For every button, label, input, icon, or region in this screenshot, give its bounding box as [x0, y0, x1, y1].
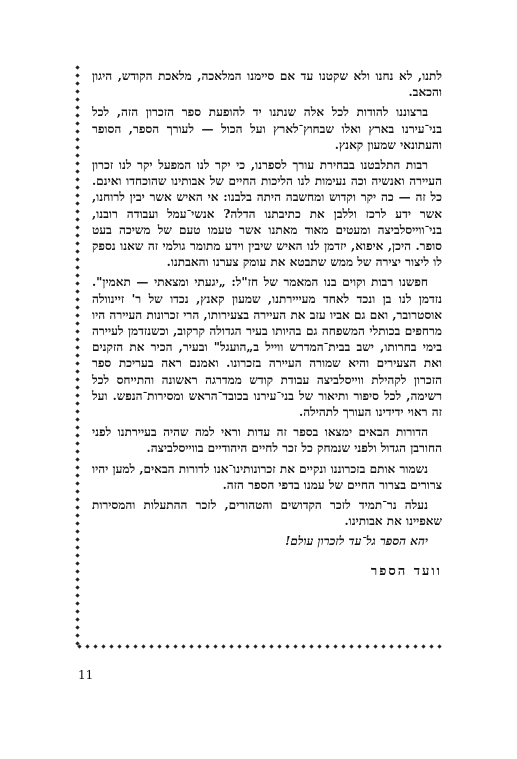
border-dot: [76, 210, 80, 214]
border-dot: [142, 645, 146, 649]
border-dot: [76, 410, 80, 414]
border-dot: [76, 194, 80, 198]
border-dot: [76, 458, 80, 462]
border-dot: [76, 290, 80, 294]
body-text: [92, 68, 442, 584]
border-dot: [358, 645, 362, 649]
border-dot: [76, 522, 80, 526]
border-dot: [398, 645, 402, 649]
border-dot: [76, 250, 80, 254]
border-dot: [76, 338, 80, 342]
paragraph-1: לתנו, לא נחנו ולא שקטנו עד אם סיימנו המלאכה, מלאכת הקודש, היגון והכאב.: [92, 69, 442, 100]
border-dot: [390, 645, 394, 649]
border-dot: [76, 578, 80, 582]
border-dot: [76, 178, 80, 182]
border-dot: [76, 298, 80, 302]
border-dot: [382, 645, 386, 649]
border-dot: [76, 506, 80, 510]
border-dot: [76, 426, 80, 430]
border-dot: [76, 114, 80, 118]
border-dot: [76, 602, 80, 606]
border-dot: [76, 98, 80, 102]
border-dot: [76, 242, 80, 246]
border-dot: [190, 645, 194, 649]
paragraph-5: הדורות הבאים ימצאו בספר זה עדות וראי למה שהיה בעיירתנו לפני החורבן הגדול ולפני שנמחק כל זכר לחיים היהודיים בווייסלביצה.: [92, 425, 442, 456]
border-dot: [230, 645, 234, 649]
border-dot: [414, 645, 418, 649]
border-dot: [76, 266, 80, 270]
border-dot: [158, 645, 162, 649]
border-dot: [76, 362, 80, 366]
paragraph-4: חפשנו רבות וקוים בנו המאמר של חז"ל: „יגעתי ומצאתי — תאמין". נזדמן לנו בן ונכד לאחד מעייירתנו, שמעון קאנץ, נכדו של ר' זיינוולה אוסטרובר, ואם גם אביו עזב את העיירה בצעירותו, הרי זכרונות העיירה היו מרחפים בכותלי המשפחה גם בהיותו בעיר הגדולה קרקוב, וכשנזדמן לעיירה בימי בחרותו, ישב בבית־המדרש ווייל ב„הועגל" ובעיר, הכיר את הזקנים ואת הצעירים והיא שמורה העיירה בזכרונו. ואמנם ראה בעריכת ספר הזכרון לקהילת ווייסלביצה עבודת קודש ממדרגה ראשונה והתייחס לכל רשימה, לכל סיפור ותיאור של בני־עירנו בכובד־הראש ומסירות־הנפש. ועל זה ראוי ידידינו העורך לתהילה.: [92, 275, 442, 420]
border-dot: [76, 546, 80, 550]
border-dot: [76, 482, 80, 486]
border-dot: [150, 645, 154, 649]
border-dot: [76, 82, 80, 86]
border-dot: [238, 645, 242, 649]
paragraph-6: נשמור אותם בזכרוננו ונקיים את זכרונותינו־אנו לדורות הבאים, למען יהיו צרורים בצרור החיים של עמנו בדפי הספר הזה.: [92, 461, 442, 492]
border-dot: [118, 645, 122, 649]
border-dot: [310, 645, 314, 649]
border-dot: [102, 645, 106, 649]
border-dot: [76, 154, 80, 158]
border-dot: [76, 378, 80, 382]
border-dot: [76, 274, 80, 278]
border-dot: [76, 146, 80, 150]
border-dot: [76, 106, 80, 110]
page-number: 11: [78, 668, 94, 682]
border-dot: [430, 645, 434, 649]
border-dot: [286, 645, 290, 649]
border-dot: [214, 645, 218, 649]
border-dot: [76, 610, 80, 614]
border-dot: [76, 186, 80, 190]
border-dot: [270, 645, 274, 649]
border-dot: [374, 645, 378, 649]
border-dot: [174, 645, 178, 649]
border-dot: [76, 626, 80, 630]
dotted-border-bottom: [76, 645, 446, 649]
border-dot: [76, 466, 80, 470]
border-dot: [76, 314, 80, 318]
border-dot: [406, 645, 410, 649]
border-dot: [76, 442, 80, 446]
border-dot: [76, 570, 80, 574]
border-dot: [76, 402, 80, 406]
border-dot: [262, 645, 266, 649]
border-dot: [76, 330, 80, 334]
border-dot: [76, 394, 80, 398]
border-dot: [76, 218, 80, 222]
motto: יהא הספר גל־עד לזכרון עולם!: [285, 534, 428, 549]
border-dot: [110, 645, 114, 649]
border-dot: [350, 645, 354, 649]
border-dot: [76, 74, 80, 78]
border-dot: [76, 66, 80, 70]
border-dot: [76, 322, 80, 326]
border-dot: [76, 474, 80, 478]
border-dot: [182, 645, 186, 649]
border-dot: [76, 562, 80, 566]
border-dot: [76, 418, 80, 422]
border-dot: [76, 90, 80, 94]
border-dot: [76, 538, 80, 542]
border-dot: [76, 530, 80, 534]
border-dot: [78, 645, 82, 649]
border-dot: [76, 354, 80, 358]
paragraph-3: רבות התלבטנו בבחירת עורך לספרנו, כי יקר לנו המפעל יקר לנו זכרון העיירה ואנשיה וכה נעימות לנו הליכות החיים של אבותינו שהוכחדו ואינם. כל זה — כה יקר וקדוש ומחשבה היתה בלבנו: אי האיש אשר יבין לרוחנו, אשר ידע לרכז וללבן את כתיבתנו הדלה? אנשי־עמל ועבודה רובנו, בני־ווייסלביצה ומעטים מאוד מאתנו אשר טעמו טעם של משיכה בעט סופר. היכן, איפוא, יזדמן לנו האיש שיבין וידע מתומר גולמי זה שאנו נספק לו ליצור יצירה של ממש שתבטא את עומק צערנו והאבתנו.: [92, 158, 442, 270]
border-dot: [438, 645, 442, 649]
border-dot: [76, 234, 80, 238]
paragraph-7: נעלה נר־תמיד לזכר הקדושים והטהורים, לזכר ההתעלות והמסירות שאפיינו את אבותינו.: [92, 498, 442, 529]
border-dot: [222, 645, 226, 649]
border-dot: [76, 202, 80, 206]
border-dot: [76, 490, 80, 494]
page-frame: [76, 64, 446, 649]
border-dot: [134, 645, 138, 649]
border-dot: [76, 122, 80, 126]
border-dot: [366, 645, 370, 649]
border-dot: [76, 170, 80, 174]
border-dot: [76, 554, 80, 558]
border-dot: [76, 370, 80, 374]
border-dot: [278, 645, 282, 649]
border-dot: [76, 162, 80, 166]
border-dot: [76, 130, 80, 134]
border-dot: [318, 645, 322, 649]
border-dot: [76, 282, 80, 286]
border-dot: [76, 586, 80, 590]
border-dot: [422, 645, 426, 649]
border-dot: [342, 645, 346, 649]
border-dot: [76, 514, 80, 518]
border-dot: [94, 645, 98, 649]
border-dot: [76, 634, 80, 638]
border-dot: [206, 645, 210, 649]
border-dot: [126, 645, 130, 649]
border-dot: [76, 434, 80, 438]
border-dot: [76, 498, 80, 502]
dotted-border-left: [76, 64, 80, 649]
border-dot: [166, 645, 170, 649]
signature: וועד הספר: [370, 563, 442, 579]
border-dot: [86, 645, 90, 649]
border-dot: [326, 645, 330, 649]
border-dot: [76, 450, 80, 454]
border-dot: [76, 594, 80, 598]
border-dot: [302, 645, 306, 649]
border-dot: [76, 306, 80, 310]
border-dot: [294, 645, 298, 649]
border-dot: [76, 386, 80, 390]
border-dot: [76, 226, 80, 230]
border-dot: [76, 138, 80, 142]
border-dot: [334, 645, 338, 649]
paragraph-2: ברצוננו להודות לכל אלה שנתנו יד להופעת ספר הזכרון הזה, לכל בני־עירנו בארץ ואלו שבחוץ־לארץ ועל הכול — לעורך הספר, הסופר והעתונאי שמעון קאנץ.: [92, 105, 442, 152]
border-dot: [76, 258, 80, 262]
border-dot: [76, 618, 80, 622]
border-dot: [254, 645, 258, 649]
border-dot: [246, 645, 250, 649]
border-dot: [198, 645, 202, 649]
border-dot: [76, 346, 80, 350]
